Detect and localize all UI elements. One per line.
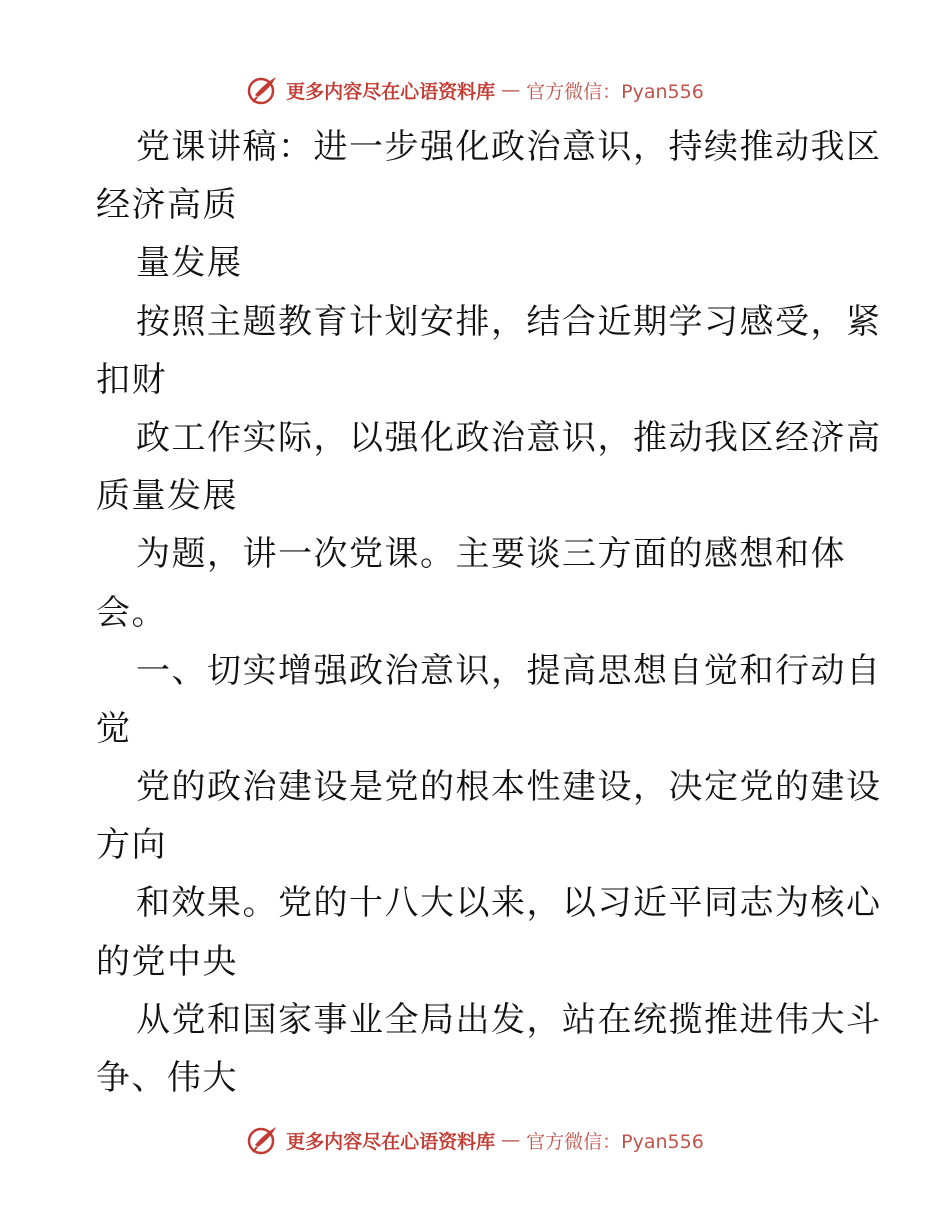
banner-site-text: 更多内容尽在心语资料库 — [286, 80, 496, 103]
document-line: 争、伟大 — [96, 1058, 238, 1098]
document-line: 从党和国家事业全局出发，站在统揽推进伟大斗 — [136, 999, 882, 1040]
document-line: 方向 — [96, 825, 167, 866]
document-line: 按照主题教育计划安排，结合近期学习感受，紧 — [136, 301, 882, 342]
banner-separator: — — [501, 79, 521, 101]
quill-pen-logo-icon — [246, 73, 280, 107]
document-line: 党课讲稿：进一步强化政治意识，持续推动我区 — [136, 127, 882, 167]
quill-pen-logo-icon — [246, 1123, 280, 1157]
header-banner — [0, 70, 950, 110]
footer-banner — [0, 1120, 950, 1160]
document-line: 扣财 — [96, 359, 167, 400]
document-line: 政工作实际，以强化政治意识，推动我区经济高 — [136, 417, 882, 458]
banner-site-text: 更多内容尽在心语资料库 — [286, 1130, 496, 1153]
document-line: 会。 — [96, 592, 167, 633]
document-line: 一、切实增强政治意识，提高思想自觉和行动自 — [136, 650, 882, 691]
document-line: 和效果。党的十八大以来，以习近平同志为核心 — [136, 883, 882, 924]
document-line: 觉 — [96, 708, 132, 749]
document-line: 质量发展 — [96, 476, 238, 517]
banner-contact-text: 官方微信：Pyan556 — [526, 80, 704, 103]
document-body — [96, 118, 882, 1107]
banner-contact-text: 官方微信：Pyan556 — [526, 1130, 704, 1153]
document-line: 为题，讲一次党课。主要谈三方面的感想和体 — [136, 534, 846, 575]
document-line: 量发展 — [136, 243, 243, 284]
document-line: 的党中央 — [96, 941, 238, 982]
banner-separator: — — [501, 1129, 521, 1151]
document-line: 经济高质 — [96, 185, 238, 226]
document-line: 党的政治建设是党的根本性建设，决定党的建设 — [136, 767, 882, 808]
